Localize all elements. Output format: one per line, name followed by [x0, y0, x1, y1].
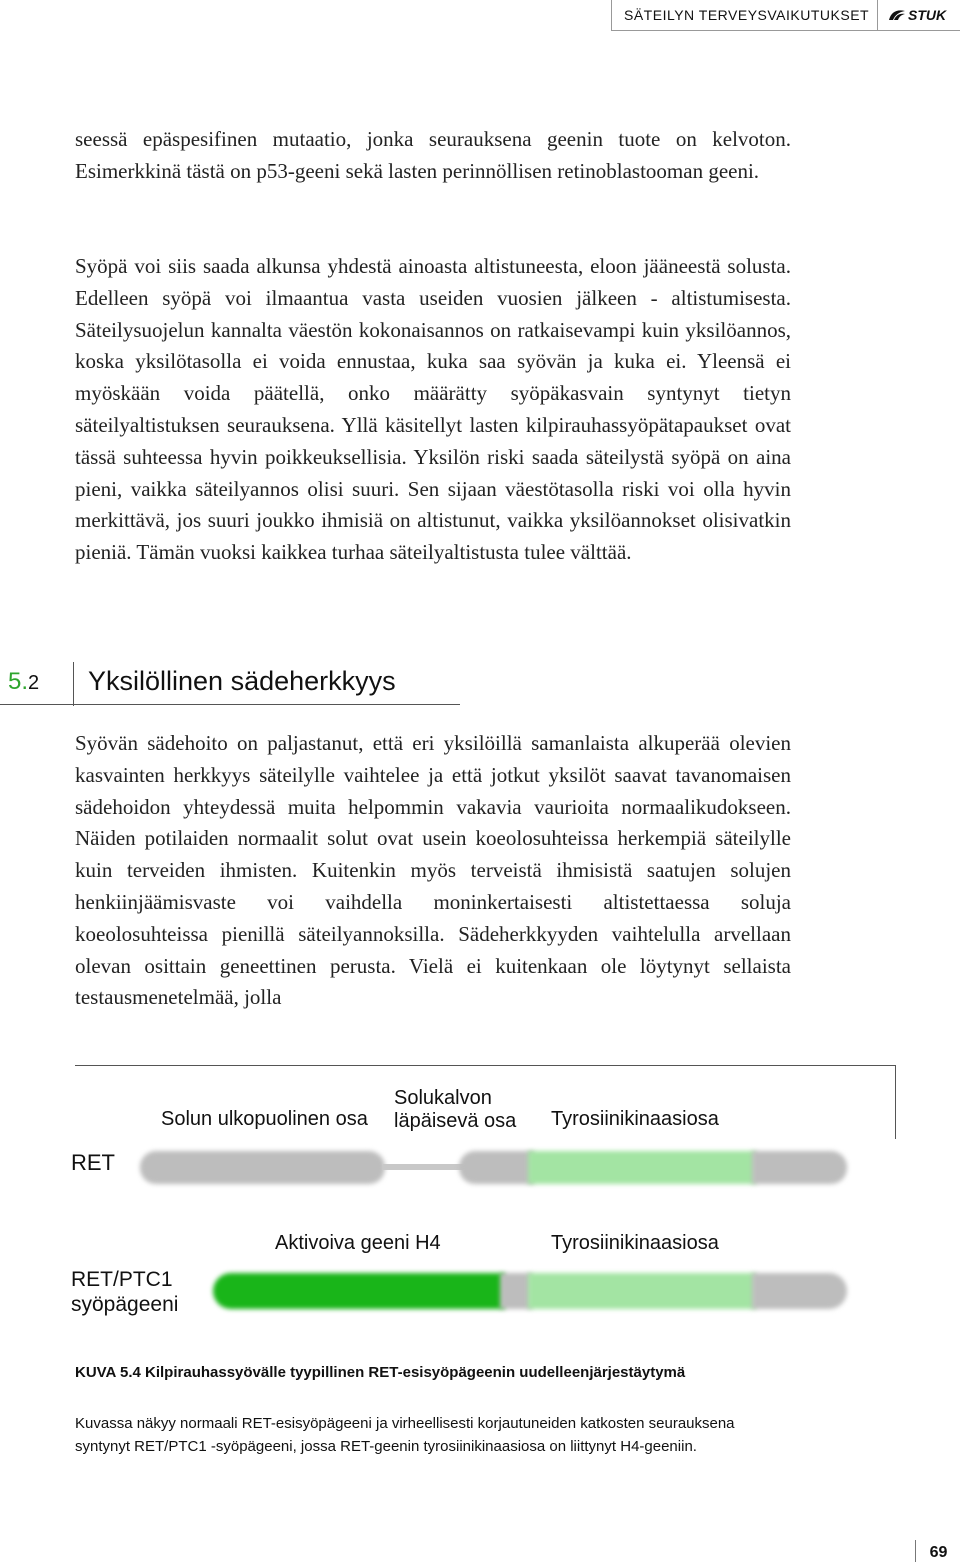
- ret-extracellular-label: Solun ulkopuolinen osa: [161, 1108, 368, 1130]
- ptc-kinase-label: Tyrosiinikinaasiosa: [551, 1232, 719, 1254]
- ptc-h4-label: Aktivoiva geeni H4: [275, 1232, 441, 1254]
- page-number: 69: [915, 1540, 960, 1562]
- ret-kinase-segment: [528, 1151, 756, 1184]
- section-number: [8, 668, 39, 696]
- ret-transmembrane-segment: [459, 1151, 534, 1184]
- stuk-logo-text: STUK: [908, 7, 947, 23]
- running-header: [611, 0, 960, 31]
- section-number-minor: 2: [28, 672, 40, 694]
- figure-caption-title: KUVA 5.4 Kilpirauhassyövälle tyypillinen RET-esisyöpägeenin uudelleenjärjestäytymä: [75, 1364, 686, 1381]
- ret-extracellular-segment: [140, 1151, 385, 1184]
- ret-label: RET: [71, 1150, 115, 1175]
- stuk-logo-icon: [888, 9, 906, 21]
- section-heading-divider: [73, 662, 74, 706]
- ptc-tail-segment: [752, 1273, 847, 1309]
- ret-transmembrane-label-line1: Solukalvon: [394, 1087, 492, 1109]
- section-title: Yksilöllinen sädeherkkyys: [88, 666, 396, 696]
- ret-kinase-label: Tyrosiinikinaasiosa: [551, 1108, 719, 1130]
- ret-transmembrane-label-line2: läpäisevä osa: [394, 1110, 517, 1132]
- ptc-label-line2: syöpägeeni: [71, 1293, 179, 1316]
- figure-top-rule: [75, 1065, 895, 1066]
- ret-membrane-connector: [383, 1164, 465, 1170]
- body-paragraph-1: seessä epäspesifinen mutaatio, jonka seurauksena geenin tuote on kelvoton. Esimerkkinä tästä on p53-geeni sekä lasten perinnöllisen retinoblastooman geeni.: [75, 127, 791, 183]
- section-number-major: 5.: [8, 668, 29, 695]
- ptc-label: [71, 1267, 178, 1317]
- running-header-title: SÄTEILYN TERVEYSVAIKUTUKSET: [624, 7, 870, 23]
- ptc-label-line1: RET/PTC1: [71, 1268, 173, 1291]
- ptc-h4-segment: [213, 1273, 505, 1309]
- ret-tail-segment: [752, 1151, 847, 1184]
- section-paragraph: Syövän sädehoito on paljastanut, että eri yksilöillä samanlaista alkuperää olevien kasvainten herkkyys säteilylle vaihtelee ja että jotkut yksilöt saavat tavanomaisen sädehoidon yhteydessä muita helpommin vakavia vaurioita normaalikudokseen. Näiden potilaiden normaalit solut ovat usein koeolosuhteissa herkempiä säteilylle kuin terveiden ihmisten. Kuitenkin myös terveistä ihmisistä saatujen solujen henkiinjäämisvaste voi vaihdella moninkertaisesti altistettaessa soluja koeolosuhteissa pienillä säteilyannoksilla. Sädeherkkyyden vaihtelulla arvellaan olevan osittain geneettinen perusta. Vielä ei kuitenkaan ole löytynyt sellaista testausmenetelmää, jolla: [75, 731, 791, 1010]
- figure-right-rule: [895, 1065, 896, 1139]
- figure-caption-text: Kuvassa näkyy normaali RET-esisyöpägeeni ja virheellisesti korjautuneiden katkosten seurauksena syntynyt RET/PTC1 -syöpägeeni, jossa RET-geenin tyrosiinikinaasiosa on liittynyt H4-geeniin.: [75, 1415, 735, 1455]
- body-paragraph-2: Syöpä voi siis saada alkunsa yhdestä ainoasta altistuneesta, eloon jääneestä solusta. Edelleen syöpä voi ilmaantua vasta useiden vuosien jälkeen - altistumisesta. Säteilysuojelun kannalta väestön kokonaisannos on ratkaisevampi kuin yksilöannos, koska yksilötasolla ei voida ennustaa, kuka saa syövän ja kuka ei. Yleensä ei myöskään voida päätellä, onko määrätty syöpäkasvain syntynyt tietyn säteilyaltistuksen seurauksena. Yllä käsitellyt lasten kilpirauhassyöpätapaukset ovat tässä suhteessa hyvin poikkeuksellisia. Yksilön riski saada säteilystä syöpä on aina pieni, vaikka säteilyannos olisi suuri. Sen sijaan väestötasolla riski voi olla hyvin merkittävä, jos suuri joukko ihmisiä on altistunut, vaikka yksilöannokset olisivatkin pieniä. Tämän vuoksi kaikkea turhaa säteilyaltistusta tulee välttää.: [75, 254, 791, 565]
- ret-transmembrane-label: [394, 1087, 516, 1133]
- section-heading-rule: [0, 704, 460, 705]
- stuk-logo: [878, 7, 946, 23]
- ptc-kinase-segment: [528, 1273, 756, 1309]
